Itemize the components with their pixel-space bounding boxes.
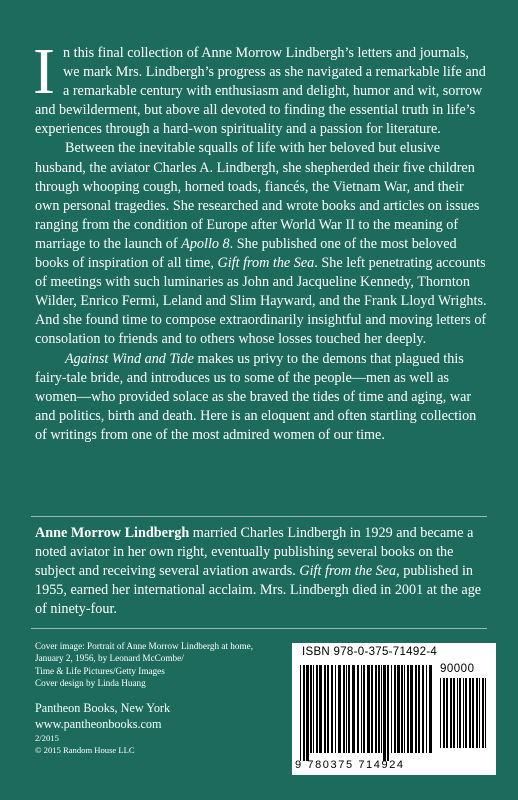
- barcode-bar: [363, 665, 365, 753]
- barcode-bar: [381, 665, 382, 753]
- barcode-bar: [348, 665, 350, 753]
- barcode-bar: [319, 665, 322, 753]
- barcode-bar: [410, 665, 413, 753]
- copyright-info: [35, 733, 275, 756]
- publisher-name: Pantheon Books, New York: [35, 701, 171, 715]
- barcode-bar: [469, 678, 471, 748]
- barcode-bar: [415, 665, 417, 753]
- copyright-notice: © 2015 Random House LLC: [35, 744, 135, 755]
- barcode-bar: [479, 678, 480, 748]
- publisher-info: [35, 700, 275, 732]
- publisher-url: www.pantheonbooks.com: [35, 717, 162, 731]
- barcode-bar: [485, 678, 486, 748]
- barcode-bar: [397, 665, 400, 753]
- barcode-bar: [404, 665, 405, 753]
- barcode-bar: [476, 678, 478, 748]
- divider-top: [31, 516, 487, 517]
- barcode-bar: [391, 665, 392, 753]
- print-date: 2/2015: [35, 733, 59, 743]
- cover-description: [33, 35, 487, 445]
- barcode-bar: [331, 665, 333, 753]
- barcode-bar: [418, 665, 420, 753]
- cover-credits: Cover image: Portrait of Anne Morrow Lindbergh at home, January 2, 1956, by Leonard McCombe/ Time & Life Pictures/Getty Images Cover design by Linda Huang: [35, 641, 253, 688]
- barcode-bar: [316, 665, 318, 753]
- description-paragraph-3: Against Wind and Tide makes us privy to the demons that plagued this fairy-tale bride, and introduces us to some of the people—men as well as women—who provided solace as she braved the tides of time and aging, war and politics, birth and death. Here is an eloquent and often startling collection of writings from one of the most admired women of our time.: [35, 350, 477, 443]
- barcode-bar: [335, 665, 336, 753]
- description-paragraph-1: In this final collection of Anne Morrow Lindbergh’s letters and journals, we mark Mrs. Lindbergh’s progress as she navigated a remarkable life and a remarkable century with enthusiasm and delight, humor and wit, sorrow and bewilderment, but above all devoted to finding the essential truth in life’s experiences through a hard-won spirituality and a passion for literature.: [33, 35, 486, 138]
- barcode-bar: [482, 678, 484, 748]
- price-code: 90000: [440, 663, 475, 675]
- barcode-bar: [361, 665, 362, 753]
- barcode-bar: [300, 665, 301, 761]
- barcode-bar: [446, 678, 448, 748]
- barcode-bar: [352, 665, 355, 753]
- barcode-bar: [472, 678, 474, 748]
- drop-cap-letter: I: [33, 35, 55, 108]
- barcode-bar: [465, 678, 467, 748]
- barcode-bar: [394, 665, 396, 753]
- barcode-bar: [327, 665, 329, 753]
- barcode-bar: [313, 665, 314, 753]
- barcode-bar: [303, 665, 305, 761]
- barcode-bar: [306, 665, 309, 761]
- barcode-bar: [463, 678, 464, 748]
- barcode-bar: [401, 665, 403, 753]
- barcode-bar: [324, 665, 326, 753]
- barcode-bar: [440, 678, 441, 748]
- isbn-barcode: [292, 643, 496, 775]
- barcode-bar: [383, 665, 386, 761]
- barcode-bar: [346, 665, 347, 753]
- barcode-bar: [457, 678, 458, 748]
- barcode-bars-icon: [300, 665, 436, 761]
- barcode-bar: [367, 665, 370, 753]
- barcode-bar: [310, 665, 312, 753]
- barcode-bar: [407, 665, 409, 753]
- barcode-bar: [378, 665, 380, 753]
- barcode-digits: 9 780375 714924: [295, 759, 405, 771]
- isbn-number: ISBN 978-0-375-71492-4: [302, 646, 438, 658]
- barcode-bar: [357, 665, 359, 753]
- barcode-bar: [338, 665, 341, 753]
- barcode-bar: [343, 665, 345, 753]
- barcode-bar: [459, 678, 461, 748]
- barcode-bar: [429, 665, 432, 753]
- barcode-bar: [371, 665, 373, 753]
- barcode-bar: [450, 678, 452, 748]
- addon-barcode-bars-icon: [440, 678, 490, 756]
- barcode-bar: [453, 678, 455, 748]
- description-paragraph-2: Between the inevitable squalls of life with her beloved but elusive husband, the aviator Charles A. Lindbergh, she shepherded their five children through whooping cough, horned toads, fiancés, the Vietnam War, and their own personal tragedies. She researched and wrote books and articles on issues ranging from the condition of Europe after World War II to the meaning of marriage to the launch of Apollo 8. She published one of the most beloved books of inspiration of all time, Gift from the Sea. She left penetrating accounts of meetings with such luminaries as John and Jacqueline Kennedy, Thornton Wilder, Enrico Fermi, Leland and Slim Hayward, and the Frank Lloyd Wrights. And she found time to compose extraordinarily insightful and moving letters of consolation to friends and to others whose losses touched her deeply.: [35, 140, 487, 348]
- divider-bottom: [31, 628, 487, 629]
- barcode-bar: [426, 665, 427, 753]
- barcode-bar: [375, 665, 377, 753]
- barcode-bar: [387, 665, 389, 761]
- barcode-bar: [443, 678, 445, 748]
- barcode-bar: [422, 665, 424, 753]
- author-bio: Anne Morrow Lindbergh married Charles Lindbergh in 1929 and became a noted aviator in her own right, eventually publishing several books on the subject and receiving several aviation awards. Gift from the Sea, published in 1955, earned her international acclaim. Mrs. Lindbergh died in 2001 at the age of ninety-four.: [35, 525, 482, 618]
